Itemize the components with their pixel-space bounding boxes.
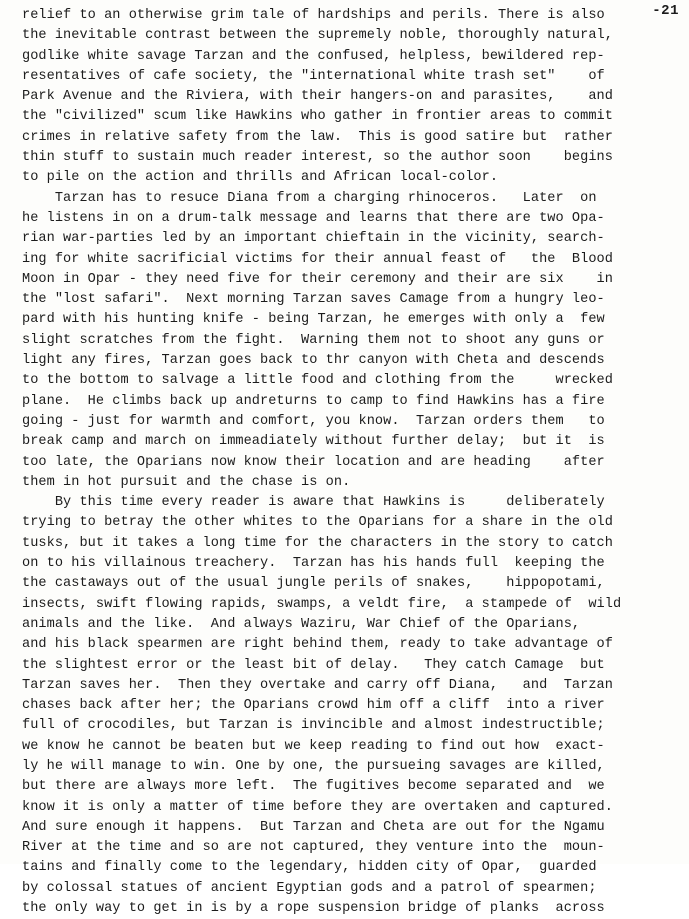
text-line: tains and finally come to the legendary, hidden city of Opar, guarded — [22, 860, 597, 876]
text-line: full of crocodiles, but Tarzan is invincible and almost indestructible; — [22, 718, 605, 734]
text-line: chases back after her; the Oparians crowd him off a cliff into a river — [22, 698, 605, 714]
text-line: light any fires, Tarzan goes back to thr canyon with Cheta and descends — [22, 353, 605, 369]
text-line: to pile on the action and thrills and African local-color. — [22, 170, 499, 186]
text-line: on to his villainous treachery. Tarzan has his hands full keeping the — [22, 556, 605, 572]
text-line: the inevitable contrast between the supremely noble, thoroughly natural, — [22, 28, 613, 44]
text-line: slight scratches from the fight. Warning them not to shoot any guns or — [22, 332, 605, 348]
text-line: trying to betray the other whites to the Oparians for a share in the old — [22, 515, 613, 531]
text-line: to the bottom to salvage a little food and clothing from the wrecked — [22, 373, 613, 389]
text-line: going - just for warmth and comfort, you know. Tarzan orders them to — [22, 413, 605, 429]
text-line: them in hot pursuit and the chase is on. — [22, 474, 351, 490]
text-line: Moon in Opar - they need five for their ceremony and their are six in — [22, 271, 613, 287]
text-line: the slightest error or the least bit of delay. They catch Camage but — [22, 657, 605, 673]
text-line: crimes in relative safety from the law. This is good satire but rather — [22, 129, 613, 145]
text-line: plane. He climbs back up andreturns to camp to find Hawkins has a fire — [22, 393, 605, 409]
text-line: the only way to get in is by a rope suspension bridge of planks across — [22, 901, 605, 917]
text-line: By this time every reader is aware that Hawkins is deliberately — [22, 495, 605, 511]
text-line: by colossal statues of ancient Egyptian gods and a patrol of spearmen; — [22, 880, 597, 896]
text-line: thin stuff to sustain much reader interest, so the author soon begins — [22, 150, 613, 166]
text-line: River at the time and so are not captured, they venture into the moun- — [22, 840, 605, 856]
text-line: the "civilized" scum like Hawkins who gather in frontier areas to commit — [22, 109, 613, 125]
text-line: we know he cannot be beaten but we keep reading to find out how exact- — [22, 738, 605, 754]
text-line: Park Avenue and the Riviera, with their hangers-on and parasites, and — [22, 89, 613, 105]
page-number: -21 — [652, 3, 679, 19]
text-line: animals and the like. And always Waziru, War Chief of the Oparians, — [22, 616, 581, 632]
text-line: pard with his hunting knife - being Tarzan, he emerges with only a few — [22, 312, 605, 328]
text-line: he listens in on a drum-talk message and learns that there are two Opa- — [22, 210, 605, 226]
text-line: ly he will manage to win. One by one, the pursueing savages are killed, — [22, 758, 605, 774]
text-line: too late, the Oparians now know their location and are heading after — [22, 454, 605, 470]
text-line: insects, swift flowing rapids, swamps, a veldt fire, a stampede of wild — [22, 596, 622, 612]
text-line: the castaways out of the usual jungle perils of snakes, hippopotami, — [22, 576, 605, 592]
text-line: break camp and march on immeadiately without further delay; but it is — [22, 434, 605, 450]
text-line: rian war-parties led by an important chieftain in the vicinity, search- — [22, 231, 605, 247]
text-line: ing for white sacrificial victims for their annual feast of the Blood — [22, 251, 613, 267]
text-line: the "lost safari". Next morning Tarzan saves Camage from a hungry leo- — [22, 292, 605, 308]
text-line: godlike white savage Tarzan and the confused, helpless, bewildered rep- — [22, 48, 605, 64]
text-line: and his black spearmen are right behind them, ready to take advantage of — [22, 637, 613, 653]
text-line: And sure enough it happens. But Tarzan and Cheta are out for the Ngamu — [22, 819, 605, 835]
text-line: resentatives of cafe society, the "international white trash set" of — [22, 68, 605, 84]
text-line: but there are always more left. The fugitives become separated and we — [22, 779, 605, 795]
text-line: Tarzan saves her. Then they overtake and carry off Diana, and Tarzan — [22, 677, 613, 693]
text-line: know it is only a matter of time before they are overtaken and captured. — [22, 799, 613, 815]
text-line: tusks, but it takes a long time for the characters in the story to catch — [22, 535, 613, 551]
body-text — [22, 6, 672, 919]
text-line: Tarzan has to resuce Diana from a charging rhinoceros. Later on — [22, 190, 597, 206]
text-line: relief to an otherwise grim tale of hardships and perils. There is also — [22, 8, 605, 23]
